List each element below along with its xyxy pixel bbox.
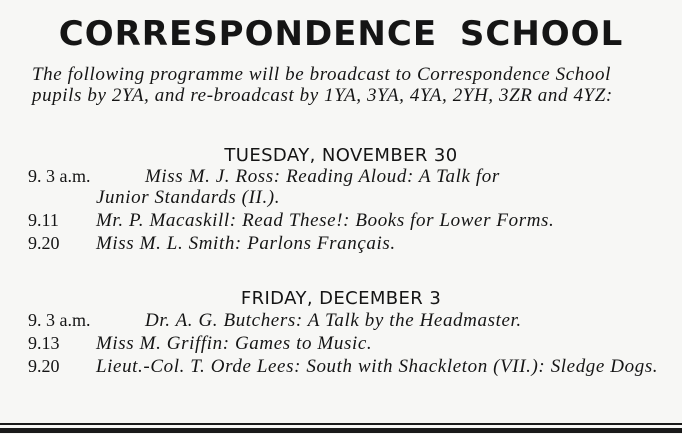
programme-entry xyxy=(0,356,682,377)
entry-description-line: Miss M. J. Ross: Reading Aloud: A Talk for xyxy=(145,166,500,187)
entry-description: Mr. P. Macaskill: Read These!: Books for Lower Forms. xyxy=(96,210,555,231)
entry-description-line: Dr. A. G. Butchers: A Talk by the Headmaster. xyxy=(145,310,522,331)
friday-programme xyxy=(0,310,682,379)
tuesday-programme xyxy=(0,166,682,256)
entry-time: 9.13 xyxy=(28,333,60,353)
programme-entry xyxy=(0,233,682,254)
programme-entry xyxy=(0,310,682,331)
programme-entry xyxy=(0,333,682,354)
tuesday-heading: TUESDAY, NOVEMBER 30 xyxy=(224,145,458,166)
page-title: CORRESPONDENCE SCHOOL xyxy=(58,14,624,54)
entry-description xyxy=(0,310,662,331)
entry-time: 9. 3 a.m. xyxy=(28,310,91,330)
entry-description: Miss M. L. Smith: Parlons Français. xyxy=(96,233,396,254)
divider-rule xyxy=(0,423,682,425)
divider-rule xyxy=(0,428,682,433)
entry-description xyxy=(0,166,662,208)
entry-time: 9.20 xyxy=(28,233,60,253)
entry-time: 9. 3 a.m. xyxy=(28,166,91,186)
entry-description-line: Junior Standards (II.). xyxy=(96,187,281,208)
entry-time: 9.20 xyxy=(28,356,60,376)
entry-description: Miss M. Griffin: Games to Music. xyxy=(96,333,373,354)
entry-description: Lieut.-Col. T. Orde Lees: South with Shackleton (VII.): Sledge Dogs. xyxy=(96,356,659,377)
entry-time: 9.11 xyxy=(28,210,59,230)
intro-paragraph: The following programme will be broadcast to Correspondence School pupils by 2YA, and re-broadcast by 1YA, 3YA, 4YA, 2YH, 3ZR and 4YZ: xyxy=(32,64,613,106)
programme-entry xyxy=(0,166,682,208)
programme-entry xyxy=(0,210,682,231)
friday-heading: FRIDAY, DECEMBER 3 xyxy=(240,288,442,309)
